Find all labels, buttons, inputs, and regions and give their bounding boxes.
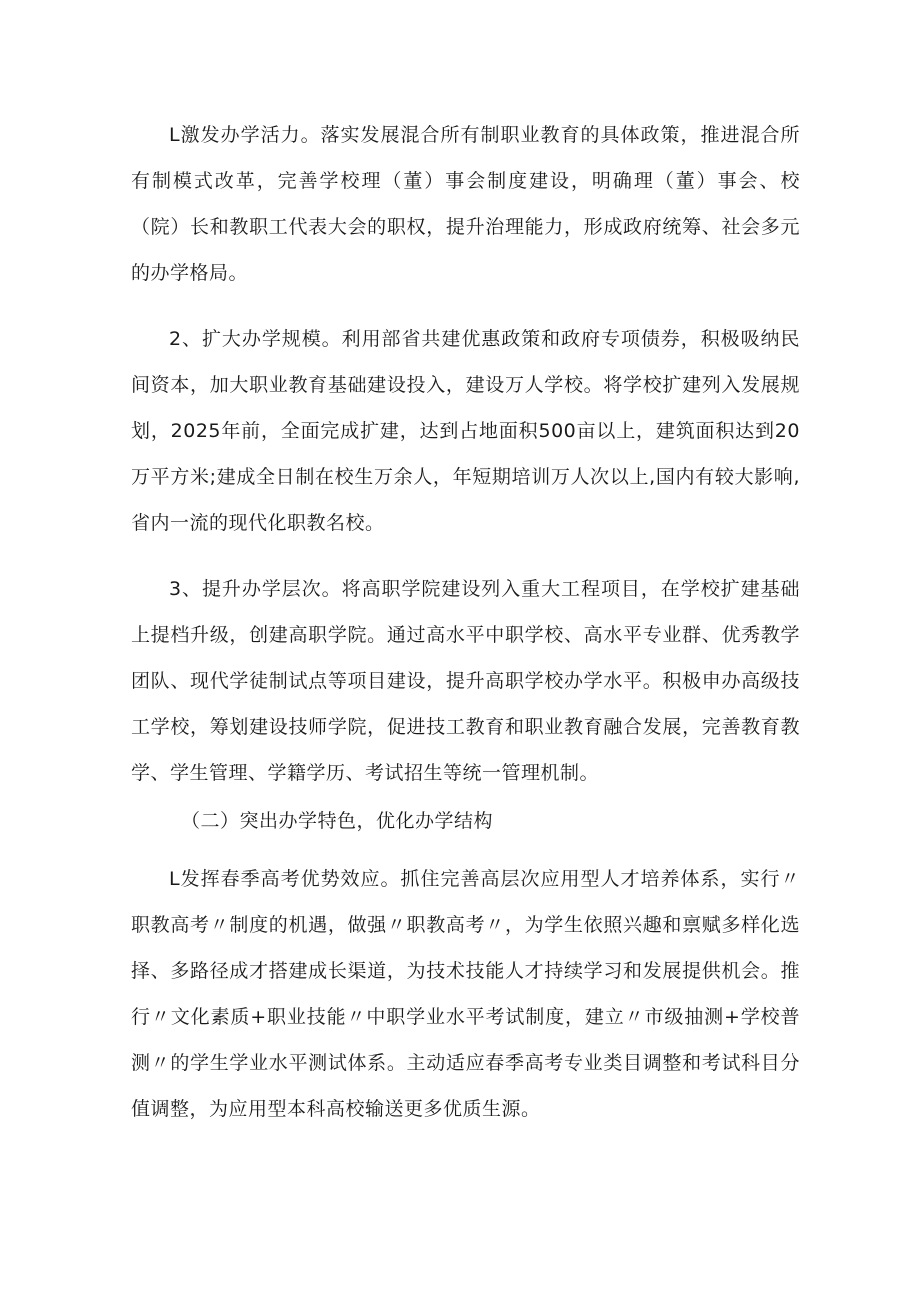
paragraph-raise-level: 3、提升办学层次。将高职学院建设列入重大工程项目，在学校扩建基础上提档升级，创建高职学院。通过高水平中职学校、高水平专业群、优秀教学团队、现代学徒制试点等项目建设，提升高职学校办学水平。积极申办高级技工学校，筹划建设技师学院，促进技工教育和职业教育融合发展，完善教育教学、学生管理、学籍学历、考试招生等统一管理机制。 xyxy=(131,578,800,784)
paragraph-spring-exam: L发挥春季高考优势效应。抓住完善高层次应用型人才培养体系，实行〃职教高考〃制度的机遇，做强〃职教高考〃，为学生依照兴趣和禀赋多样化选择、多路径成才搭建成长渠道，为技术技能人才持续学习和发展提供机会。推行〃文化素质+职业技能〃中职学业水平考试制度，建立〃市级抽测+学校普测〃的学生学业水平测试体系。主动适应春季高考专业类目调整和考试科目分值调整，为应用型本科高校输送更多优质生源。 xyxy=(131,868,800,1120)
section-subheading: （二）突出办学特色，优化办学结构 xyxy=(181,810,494,832)
paragraph-stimulate-vitality: L激发办学活力。落实发展混合所有制职业教育的具体政策，推进混合所有制模式改革，完善学校理（董）事会制度建设，明确理（董）事会、校（院）长和教职工代表大会的职权，提升治理能力，形成政府统筹、社会多元的办学格局。 xyxy=(131,124,800,284)
paragraph-expand-scale: 2、扩大办学规模。利用部省共建优惠政策和政府专项债券，积极吸纳民间资本，加大职业教育基础建设投入，建设万人学校。将学校扩建列入发展规划，2025年前，全面完成扩建，达到占地面积500亩以上，建筑面积达到20万平方米;建成全日制在校生万余人，年短期培训万人次以上,国内有较大影响,省内一流的现代化职教名校。 xyxy=(131,328,800,534)
